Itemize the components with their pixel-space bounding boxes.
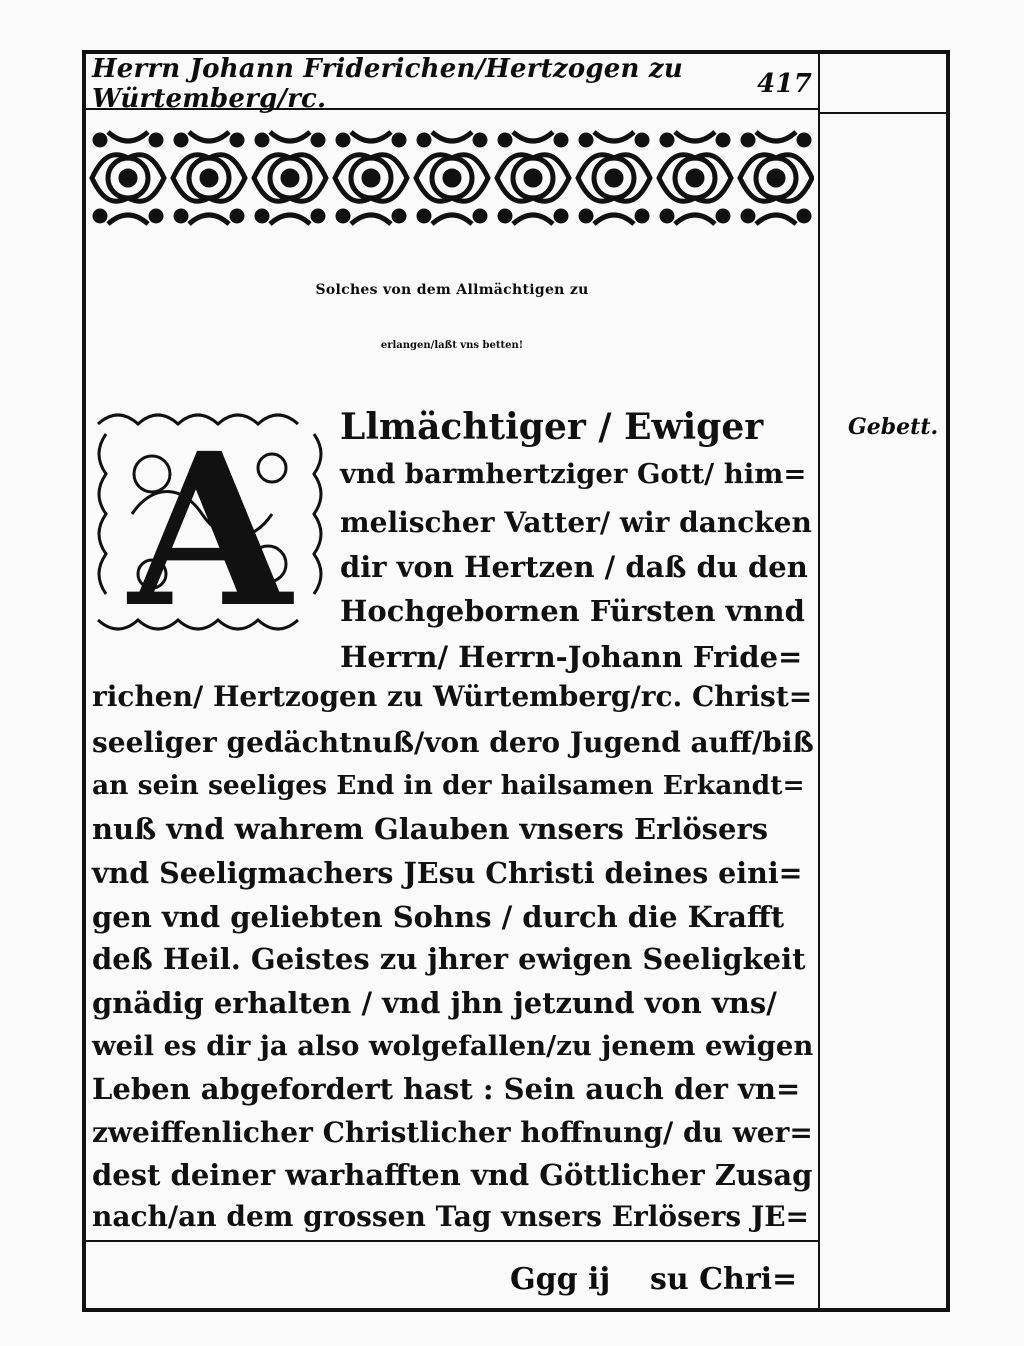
- margin-note: Gebett.: [848, 414, 939, 440]
- frame-bottom-rule: [82, 1308, 950, 1312]
- body-line: seeliger gedächtnuß/von dero Jugend auff/biß: [92, 726, 814, 759]
- body-line: Hochgebornen Fürsten vnnd: [340, 594, 805, 628]
- subtitle-heading: erlangen/laßt vns betten!: [380, 340, 524, 351]
- text-column-right-rule: [818, 50, 820, 1312]
- body-line: nach/an dem grossen Tag vnsers Erlösers JE=: [92, 1200, 809, 1233]
- catchword: su Chri=: [650, 1262, 798, 1297]
- page-number: 417: [757, 69, 812, 99]
- body-line: Leben abgefordert hast : Sein auch der vn=: [92, 1072, 801, 1106]
- body-line: Llmächtiger / Ewiger: [340, 406, 764, 448]
- running-head: [92, 54, 812, 114]
- catch-line: [510, 1262, 810, 1302]
- frame-right-rule: [946, 50, 950, 1312]
- margin-header-rule: [820, 112, 948, 114]
- body-line: deß Heil. Geistes zu jhrer ewigen Seeligkeit: [92, 942, 806, 976]
- initial-letter: A: [128, 407, 292, 636]
- text-bottom-rule: [86, 1240, 818, 1242]
- body-line: vnd barmhertziger Gott/ him=: [340, 458, 807, 490]
- running-head-title: Herrn Johann Friderichen/Hertzogen zu Würtemberg/rc.: [92, 54, 683, 114]
- body-line: dir von Hertzen / daß du den: [340, 550, 808, 584]
- body-line: gen vnd geliebten Sohns / durch die Krafft: [92, 900, 785, 934]
- body-line: richen/ Hertzogen zu Würtemberg/rc. Christ=: [92, 680, 813, 713]
- title-heading: Solches von dem Allmächtigen zu: [315, 282, 589, 298]
- body-line: zweiffenlicher Christlicher hoffnung/ du wer=: [92, 1116, 813, 1149]
- body-line: nuß vnd wahrem Glauben vnsers Erlösers: [92, 812, 769, 846]
- frame-left-rule: [82, 50, 86, 1312]
- body-line: vnd Seeligmachers JEsu Christi deines eini=: [92, 856, 803, 890]
- headpiece-ornament: [86, 122, 814, 234]
- body-line: melischer Vatter/ wir dancken: [340, 506, 812, 539]
- body-line: Herrn/ Herrn-Johann Fride=: [340, 640, 803, 674]
- body-line: weil es dir ja also wolgefallen/zu jenem ewigen: [92, 1030, 814, 1062]
- decorated-initial: [92, 404, 328, 636]
- signature-mark: Ggg ij: [510, 1262, 611, 1297]
- body-line: gnädig erhalten / vnd jhn jetzund von vns/: [92, 986, 777, 1020]
- body-line: dest deiner warhafften vnd Göttlicher Zusag: [92, 1158, 813, 1192]
- body-line: an sein seeliges End in der hailsamen Erkandt=: [92, 770, 805, 801]
